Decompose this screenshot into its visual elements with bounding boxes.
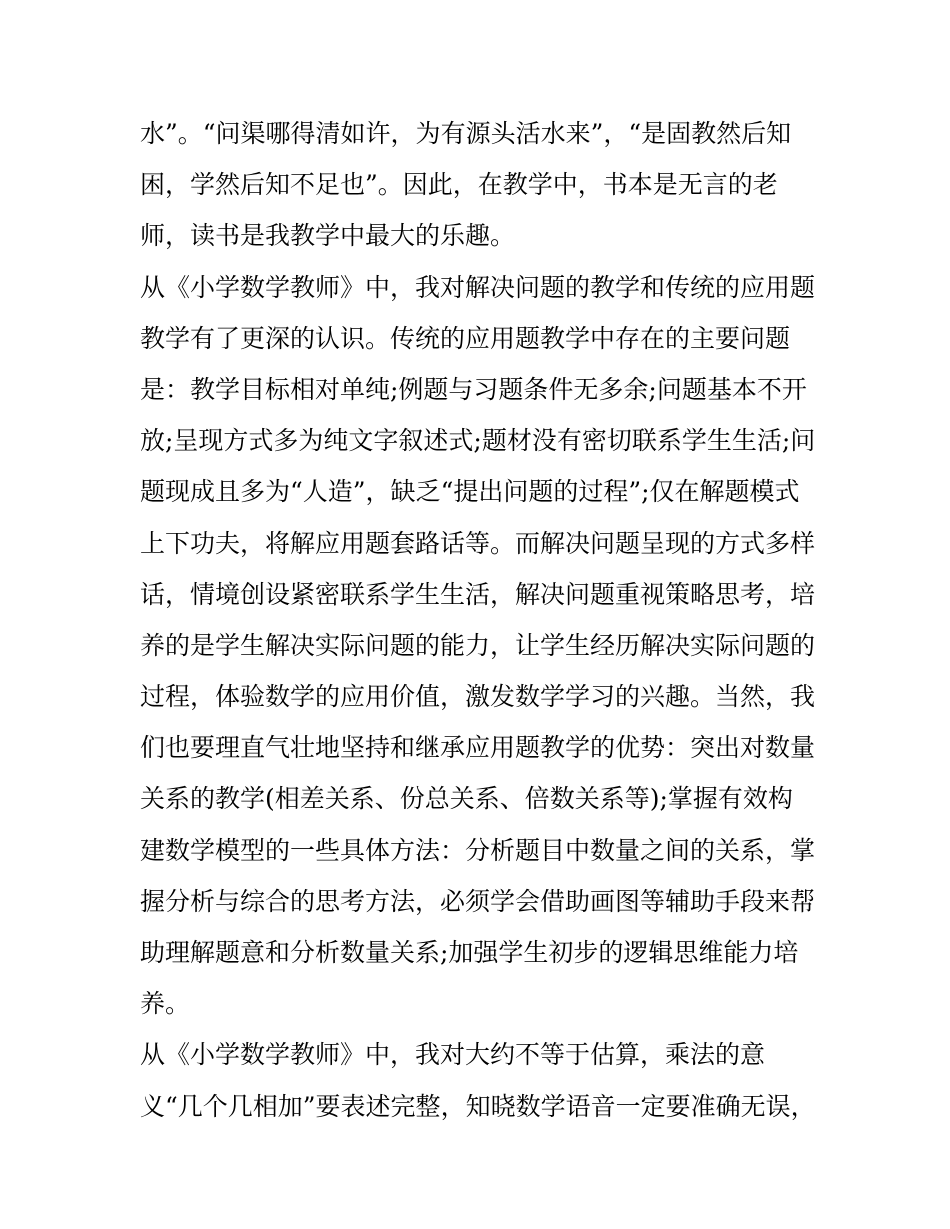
text-line-5: 教学有了更深的认识。传统的应用题教学中存在的主要问题	[140, 323, 791, 353]
text-line-13: 们也要理直气壮地坚持和继承应用题教学的优势：突出对数量	[140, 733, 816, 763]
text-line-10: 话，情境创设紧密联系学生生活，解决问题重视策略思考，培	[140, 579, 816, 609]
text-line-18: 养。	[140, 989, 191, 1019]
text-line-11: 养的是学生解决实际问题的能力，让学生经历解决实际问题的	[140, 630, 816, 660]
text-line-3: 师，读书是我教学中最大的乐趣。	[140, 221, 516, 251]
text-line-17: 助理解题意和分析数量关系;加强学生初步的逻辑思维能力培	[140, 938, 799, 967]
text-line-20: 义“几个几相加”要表述完整，知晓数学语音一定要准确无误，	[140, 1091, 816, 1121]
text-line-1: 水”。“问渠哪得清如许，为有源头活水来”，“是固教然后知	[140, 119, 792, 148]
text-line-7: 放;呈现方式多为纯文字叙述式;题材没有密切联系学生生活;问	[140, 426, 816, 456]
text-line-15: 建数学模型的一些具体方法：分析题目中数量之间的关系，掌	[140, 835, 816, 865]
text-line-2: 困，学然后知不足也”。因此，在教学中，书本是无言的老	[140, 170, 778, 200]
text-line-4: 从《小学数学教师》中，我对解决问题的教学和传统的应用题	[140, 272, 816, 302]
text-line-9: 上下功夫，将解应用题套路话等。而解决问题呈现的方式多样	[140, 528, 816, 558]
text-line-6: 是：教学目标相对单纯;例题与习题条件无多余;问题基本不开	[140, 374, 807, 404]
text-line-12: 过程，体验数学的应用价值，激发数学学习的兴趣。当然，我	[140, 682, 816, 712]
text-line-19: 从《小学数学教师》中，我对大约不等于估算，乘法的意	[140, 1040, 766, 1070]
text-line-16: 握分析与综合的思考方法，必须学会借助画图等辅助手段来帮	[140, 886, 816, 916]
text-line-14: 关系的教学(相差关系、份总关系、倍数关系等);掌握有效构	[140, 784, 793, 814]
text-line-8: 题现成且多为“人造”，缺乏“提出问题的过程”;仅在解题模式	[140, 477, 800, 507]
body-text	[140, 108, 830, 1132]
